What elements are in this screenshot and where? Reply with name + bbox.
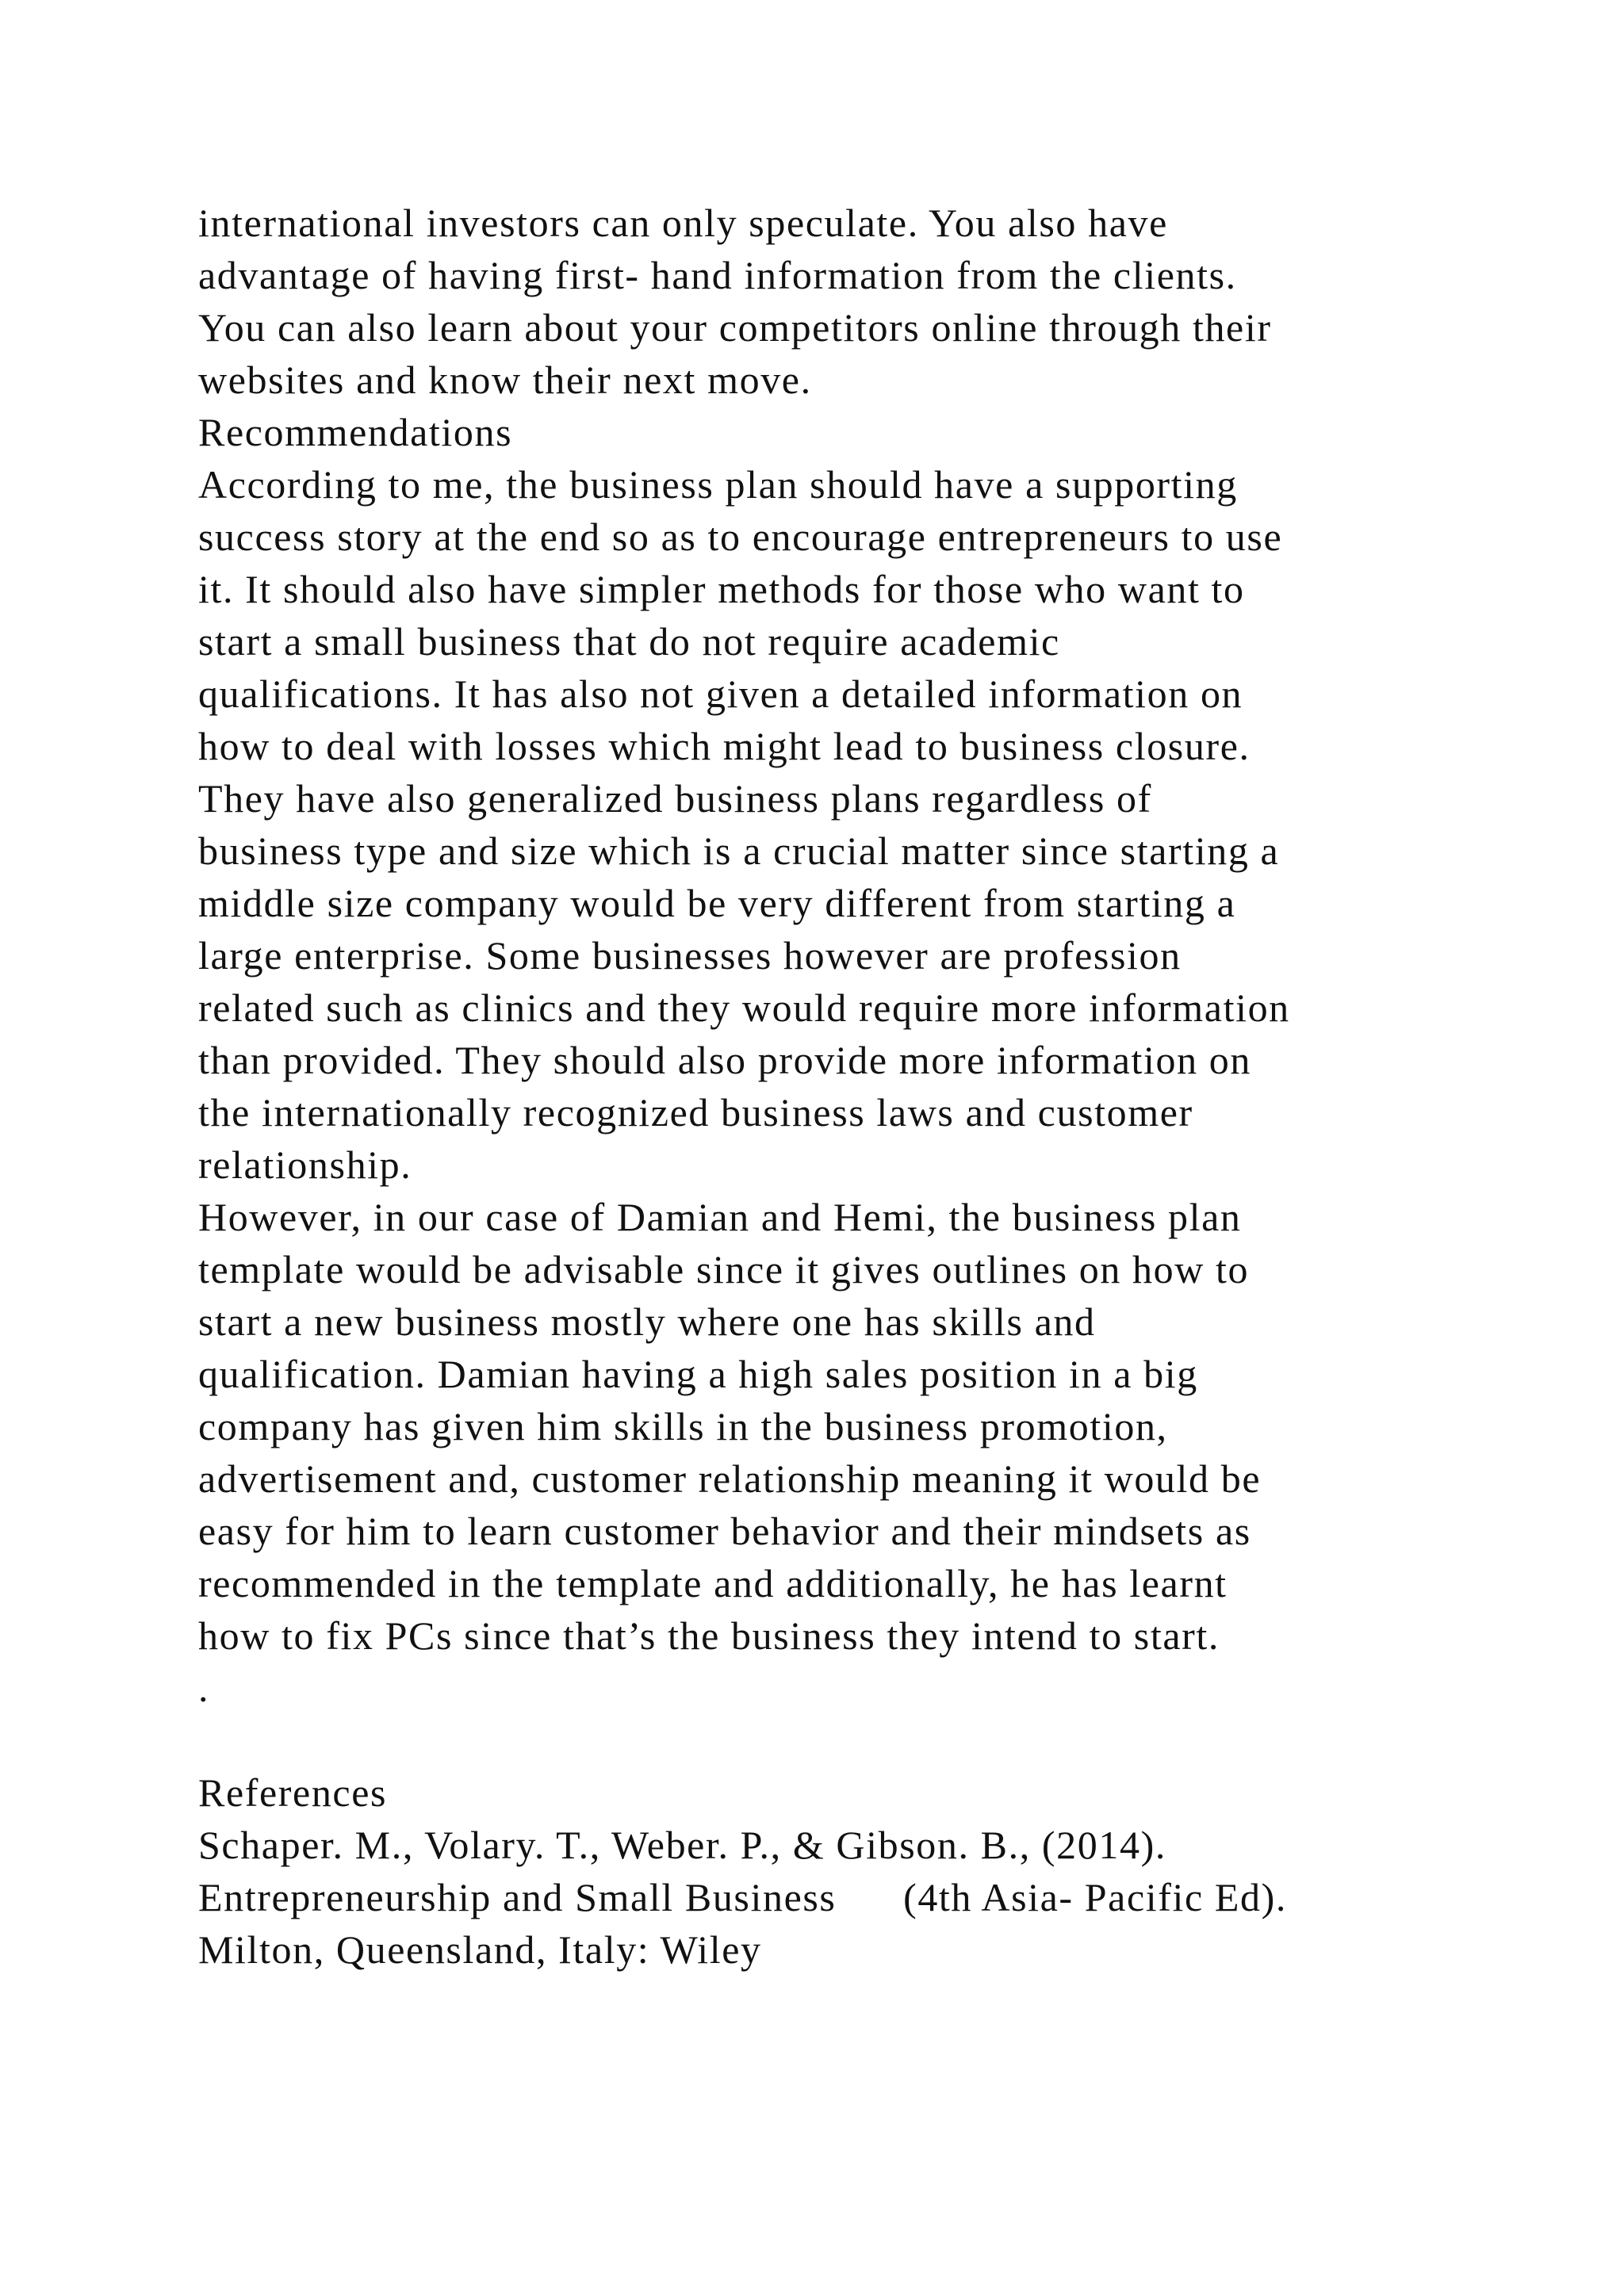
section-heading-recommendations: Recommendations: [198, 410, 513, 454]
body-line: business type and size which is a crucial matter since starting a: [198, 828, 1280, 873]
body-line: related such as clinics and they would require more information: [198, 985, 1290, 1030]
body-line: relationship.: [198, 1142, 412, 1187]
reference-line: Milton, Queensland, Italy: Wiley: [198, 1927, 762, 1972]
body-line: websites and know their next move.: [198, 358, 812, 402]
body-line: However, in our case of Damian and Hemi, the business plan: [198, 1195, 1242, 1239]
document-body: [198, 197, 1546, 1976]
body-line: easy for him to learn customer behavior and their mindsets as: [198, 1509, 1251, 1553]
body-line: the internationally recognized business laws and customer: [198, 1090, 1193, 1135]
body-line: start a new business mostly where one has skills and: [198, 1299, 1096, 1344]
body-line: qualifications. It has also not given a detailed information on: [198, 672, 1243, 716]
body-line: success story at the end so as to encourage entrepreneurs to use: [198, 515, 1283, 559]
body-line: middle size company would be very different from starting a: [198, 881, 1236, 925]
body-line: start a small business that do not require academic: [198, 619, 1060, 664]
body-line: company has given him skills in the business promotion,: [198, 1404, 1168, 1448]
body-line: qualification. Damian having a high sales position in a big: [198, 1352, 1198, 1396]
body-line: how to deal with losses which might lead to business closure.: [198, 724, 1251, 768]
body-line: template would be advisable since it gives outlines on how to: [198, 1247, 1250, 1292]
body-line: advertisement and, customer relationship meaning it would be: [198, 1456, 1262, 1501]
body-line: than provided. They should also provide more information on: [198, 1038, 1251, 1082]
section-heading-references: References: [198, 1770, 388, 1815]
body-line: international investors can only speculate. You also have: [198, 201, 1168, 245]
reference-line: Entrepreneurship and Small Business (4th Asia- Pacific Ed).: [198, 1875, 1287, 1919]
body-line: it. It should also have simpler methods for those who want to: [198, 567, 1245, 611]
body-line: You can also learn about your competitors online through their: [198, 305, 1272, 350]
reference-line: Schaper. M., Volary. T., Weber. P., & Gibson. B., (2014).: [198, 1823, 1166, 1867]
body-line: recommended in the template and additionally, he has learnt: [198, 1561, 1228, 1605]
body-line: They have also generalized business plans regardless of: [198, 776, 1152, 821]
body-line: According to me, the business plan should have a supporting: [198, 462, 1238, 507]
blank-line: [198, 1714, 1546, 1766]
stray-period: .: [198, 1666, 210, 1710]
body-line: how to fix PCs since that’s the business they intend to start.: [198, 1613, 1220, 1658]
body-line: advantage of having first- hand information from the clients.: [198, 253, 1237, 297]
body-line: large enterprise. Some businesses however are profession: [198, 933, 1182, 978]
